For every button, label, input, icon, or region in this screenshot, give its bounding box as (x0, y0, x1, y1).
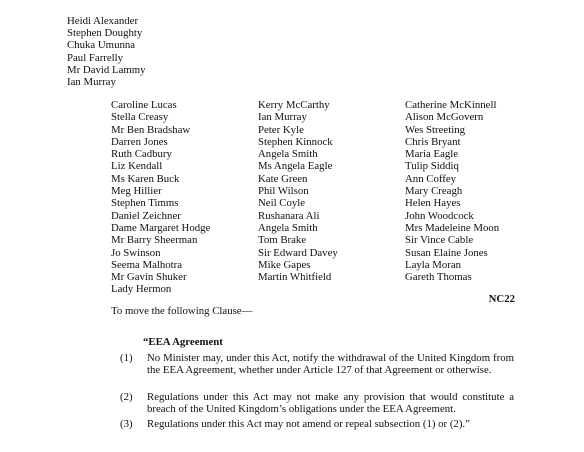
supporter-name: Wes Streeting (405, 123, 465, 136)
supporter-name: Ruth Cadbury (111, 148, 172, 161)
supporters-column-1 (111, 99, 210, 296)
subsection-text: No Minister may, under this Act, notify the withdrawal of the United Kingdom from the EEA Agreement, whether under Article 127 of that Agreement or otherwise. (147, 352, 514, 377)
move-clause-text: To move the following Clause— (111, 305, 253, 317)
supporter-name: Jo Swinson (111, 246, 161, 259)
supporter-name: Rushanara Ali (258, 209, 320, 222)
supporter-name: Gareth Thomas (405, 271, 472, 284)
supporter-name: Susan Elaine Jones (405, 246, 488, 259)
primary-sponsors-list (67, 15, 146, 88)
supporter-name: Catherine McKinnell (405, 99, 497, 111)
subsection-number: (1) (120, 352, 133, 364)
supporter-name: Sir Vince Cable (405, 234, 474, 247)
supporter-name: Seema Malhotra (111, 258, 183, 271)
supporter-name: Layla Moran (405, 258, 462, 271)
supporter-name: Kate Green (258, 172, 308, 185)
supporter-name: Darren Jones (111, 135, 168, 148)
sponsor-name: Chuka Umunna (67, 39, 136, 52)
supporter-name: Phil Wilson (258, 185, 309, 198)
supporter-name: Daniel Zeichner (111, 209, 181, 222)
subsection-text: Regulations under this Act may not amend or repeal subsection (1) or (2).” (147, 418, 470, 430)
clause-heading: “EEA Agreement (143, 336, 223, 348)
supporter-name: Dame Margaret Hodge (111, 221, 211, 234)
subsection-number: (3) (120, 418, 133, 430)
supporter-name: Neil Coyle (258, 197, 306, 210)
supporter-name: Stephen Kinnock (258, 135, 333, 148)
supporter-name: Ms Angela Eagle (258, 160, 333, 173)
supporter-name: Caroline Lucas (111, 99, 177, 111)
sponsor-name: Ian Murray (67, 75, 116, 88)
supporter-name: Stephen Timms (111, 197, 179, 210)
supporters-column-2 (258, 99, 338, 283)
supporter-name: Ian Murray (258, 111, 307, 124)
supporter-name: Angela Smith (258, 148, 318, 161)
supporter-name: Mike Gapes (258, 258, 311, 271)
supporter-name: Kerry McCarthy (258, 99, 330, 111)
supporter-name: Lady Hermon (111, 283, 172, 296)
supporter-name: Maria Eagle (405, 148, 459, 161)
sponsor-name: Paul Farrelly (67, 51, 124, 64)
supporter-name: Ann Coffey (405, 172, 457, 185)
supporter-name: Mrs Madeleine Moon (405, 221, 500, 234)
clause-number: NC22 (488, 293, 515, 305)
supporter-name: Martin Whitfield (258, 271, 332, 284)
supporter-name: Tom Brake (258, 234, 307, 247)
supporter-name: Angela Smith (258, 221, 318, 234)
supporter-name: Ms Karen Buck (111, 172, 180, 185)
supporter-name: Meg Hillier (111, 185, 162, 198)
sponsor-name: Mr David Lammy (67, 63, 146, 76)
supporter-name: Stella Creasy (111, 111, 169, 124)
supporter-name: Mr Gavin Shuker (111, 271, 187, 284)
supporters-column-3 (405, 99, 499, 283)
supporter-name: Peter Kyle (258, 123, 304, 136)
sponsor-name: Stephen Doughty (67, 27, 143, 40)
sponsor-name: Heidi Alexander (67, 15, 139, 27)
supporter-name: Tulip Siddiq (405, 160, 459, 173)
subsection-number: (2) (120, 391, 133, 403)
supporter-name: Helen Hayes (405, 197, 461, 210)
supporter-name: Sir Edward Davey (258, 246, 338, 259)
supporter-name: Mary Creagh (405, 185, 463, 198)
supporter-name: Liz Kendall (111, 160, 163, 173)
supporter-name: Mr Barry Sheerman (111, 234, 198, 247)
supporter-name: John Woodcock (405, 209, 474, 222)
supporter-name: Mr Ben Bradshaw (111, 123, 191, 136)
supporter-name: Chris Bryant (405, 135, 461, 148)
supporter-name: Alison McGovern (405, 111, 484, 124)
subsection-text: Regulations under this Act may not make any provision that would constitute a breach of the United Kingdom’s obligations under the EEA Agreement. (147, 391, 514, 416)
